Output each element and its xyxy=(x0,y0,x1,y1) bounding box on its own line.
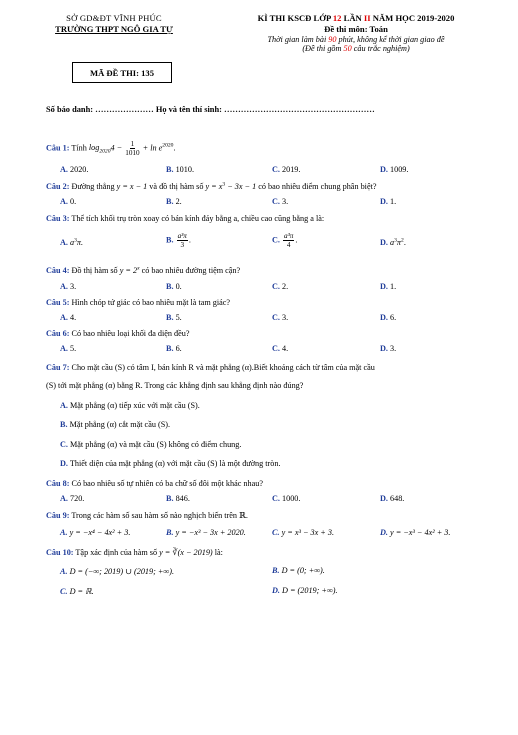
option-letter: D. xyxy=(380,313,388,322)
option-letter: A. xyxy=(60,401,68,410)
question-text: là: xyxy=(212,548,223,557)
exponent: 2020 xyxy=(162,142,174,149)
option-text: y = −x⁴ − 4x² + 3. xyxy=(69,528,131,537)
option-text: 4. xyxy=(282,344,289,353)
option-a[interactable] xyxy=(60,344,76,353)
option-b[interactable] xyxy=(166,313,182,322)
question-math: + ln e xyxy=(140,143,163,153)
count-number: 50 xyxy=(343,44,352,53)
question-text: có bao nhiêu điểm chung phân biệt? xyxy=(256,182,377,191)
question-1: Câu 1: Tính $\log_{2020}4$ − $\frac{1}{1010}$ + $\ln e^{2020}$. xyxy=(46,140,176,157)
fraction-numerator: 1 xyxy=(130,140,135,148)
count-text: câu trắc nghiệm) xyxy=(351,44,410,53)
option-text: y = −x³ − 4x² + 3. xyxy=(390,528,451,537)
option-b[interactable]: B. $\frac{\text{a³π}}{3}$ . xyxy=(166,232,191,249)
question-9 xyxy=(46,510,248,520)
question-text: . xyxy=(173,143,176,153)
question-label: Câu 1: xyxy=(46,143,70,153)
option-c[interactable]: C. $\frac{\text{a³π}}{4}$ . xyxy=(272,232,298,249)
option-letter: B. xyxy=(166,344,174,353)
fraction xyxy=(177,232,188,249)
option-d[interactable] xyxy=(380,494,404,503)
option-letter: A. xyxy=(60,165,68,174)
option-text: 648. xyxy=(390,494,405,503)
exponent: x xyxy=(137,265,140,272)
option-letter: C. xyxy=(60,440,68,449)
option-c[interactable] xyxy=(272,528,334,537)
option-a[interactable] xyxy=(60,494,84,503)
option-math: π. xyxy=(76,238,84,247)
exponent: 2 xyxy=(401,237,404,244)
question-label: Câu 4: xyxy=(46,266,70,275)
question-text: Trong các hàm số sau hàm số nào nghịch biến trên ℝ. xyxy=(69,511,248,520)
fraction xyxy=(125,140,139,157)
option-text: 3. xyxy=(70,282,77,291)
question-7-line-2: (S) tới mặt phẳng (α) bằng R. Trong các khẳng định sau khẳng định nào đúng? xyxy=(46,381,304,390)
option-text: D = ℝ. xyxy=(69,587,94,596)
option-text: Mặt phẳng (α) tiếp xúc với mặt cầu (S). xyxy=(70,401,200,410)
option-b[interactable] xyxy=(166,282,182,291)
option-letter: A. xyxy=(60,567,68,576)
option-a[interactable] xyxy=(60,313,76,322)
option-text: y = −x³ − 3x + 2020. xyxy=(175,528,246,537)
option-letter: A. xyxy=(60,528,68,537)
option-text: 5. xyxy=(70,344,77,353)
question-4 xyxy=(46,266,240,275)
option-letter: B. xyxy=(166,494,174,503)
option-letter: B. xyxy=(166,165,174,174)
option-letter: D. xyxy=(272,586,280,595)
option-letter: D. xyxy=(380,238,388,247)
fraction-denominator: 1010 xyxy=(125,149,140,157)
option-b[interactable] xyxy=(166,165,194,174)
option-text: 0. xyxy=(175,282,182,291)
question-text: Thể tích khối trụ tròn xoay có bán kính đáy bằng a, chiều cao cũng bằng a là: xyxy=(69,214,325,223)
question-10 xyxy=(46,547,223,557)
question-7-line-1 xyxy=(46,363,375,372)
option-text: D = (2019; +∞). xyxy=(282,586,338,595)
option-text: 1000. xyxy=(282,494,301,503)
option-letter: D. xyxy=(380,528,388,537)
option-a[interactable] xyxy=(60,238,83,247)
option-math: a xyxy=(390,238,395,247)
option-c[interactable] xyxy=(272,165,300,174)
option-letter: C. xyxy=(272,528,280,537)
option-text: 3. xyxy=(282,313,289,322)
option-a[interactable] xyxy=(60,401,200,410)
candidate-info-line: Số báo danh: ………………… Họ và tên thí sinh: ……………………………………………… xyxy=(46,105,375,114)
question-text: Đường thẳng xyxy=(69,182,117,191)
question-text: Cho mặt cầu (S) có tâm I, bán kính R và mặt phẳng (α).Biết khoảng cách từ tâm của mặt cầu xyxy=(69,363,375,372)
question-label: Câu 5: xyxy=(46,298,70,307)
question-math: y = x − 1 xyxy=(116,182,148,191)
option-text: 1009. xyxy=(390,165,409,174)
option-letter: B. xyxy=(166,313,174,322)
question-6 xyxy=(46,329,190,338)
option-text: 1. xyxy=(390,197,397,206)
option-d[interactable] xyxy=(60,459,281,468)
exponent: 3 xyxy=(222,181,226,188)
fraction xyxy=(283,232,294,249)
option-letter: A. xyxy=(60,282,68,291)
option-text: 5. xyxy=(175,313,182,322)
option-letter: C. xyxy=(272,282,280,291)
option-text: 3. xyxy=(282,197,289,206)
question-label: Câu 6: xyxy=(46,329,70,338)
option-text: 2020. xyxy=(70,165,89,174)
exam-title xyxy=(222,13,490,23)
option-letter: A. xyxy=(60,494,68,503)
question-2 xyxy=(46,182,377,191)
header-left xyxy=(34,13,194,34)
option-text: D = (−∞; 2019) ∪ (2019; +∞). xyxy=(69,567,175,576)
option-letter: B. xyxy=(166,197,174,206)
option-letter: C. xyxy=(272,197,280,206)
question-text: Tập xác định của hàm số xyxy=(73,548,160,557)
option-text: 2. xyxy=(282,282,289,291)
option-d[interactable] xyxy=(380,197,396,206)
question-label: Câu 8: xyxy=(46,479,70,488)
option-text: 1. xyxy=(390,282,397,291)
question-8 xyxy=(46,479,263,488)
question-5 xyxy=(46,298,230,307)
option-c[interactable] xyxy=(60,440,241,449)
option-math: . xyxy=(403,238,406,247)
option-text: 6. xyxy=(390,313,397,322)
option-letter: A. xyxy=(60,238,68,247)
question-text: Đồ thị hàm số xyxy=(69,266,120,275)
fraction-numerator: a³π xyxy=(177,232,187,240)
option-a[interactable] xyxy=(60,566,174,576)
option-letter: C. xyxy=(272,344,280,353)
option-letter: D. xyxy=(380,344,388,353)
option-a[interactable] xyxy=(60,528,130,537)
option-text: 720. xyxy=(70,494,85,503)
count-text: (Đề thi gồm xyxy=(302,44,344,53)
option-letter: D. xyxy=(380,165,388,174)
option-letter: A. xyxy=(60,313,68,322)
time-text: Thời gian làm bài xyxy=(267,35,329,44)
question-3 xyxy=(46,214,324,223)
option-letter: B. xyxy=(272,566,280,575)
question-label: Câu 10: xyxy=(46,548,74,557)
option-letter: C. xyxy=(272,235,280,245)
question-text: Có bao nhiêu số tự nhiên có ba chữ số đôi một khác nhau? xyxy=(69,479,263,488)
option-c[interactable] xyxy=(272,313,288,322)
option-letter: D. xyxy=(380,197,388,206)
question-math: y = x xyxy=(205,182,223,191)
option-b[interactable] xyxy=(166,197,182,206)
question-math: − 3x − 1 xyxy=(225,182,257,191)
exam-title-round: II xyxy=(363,13,371,23)
subject: Đề thi môn: Toán xyxy=(324,24,388,34)
option-d[interactable] xyxy=(272,586,338,595)
question-text: có bao nhiêu đường tiệm cận? xyxy=(139,266,241,275)
option-letter: B. xyxy=(60,420,68,429)
option-text: Thiết diện của mặt phẳng (α) với mặt cầu (S) là một đường tròn. xyxy=(69,459,281,468)
school-name: TRƯỜNG THPT NGÔ GIA TỰ xyxy=(55,24,173,34)
option-d[interactable] xyxy=(380,238,406,247)
option-b[interactable] xyxy=(272,566,325,575)
option-d[interactable] xyxy=(380,165,408,174)
option-letter: C. xyxy=(272,494,280,503)
exponent: 3 xyxy=(74,237,77,244)
option-text: Mặt phẳng (α) cắt mặt cầu (S). xyxy=(69,420,171,429)
option-d[interactable] xyxy=(380,528,450,537)
question-text: Có bao nhiêu loại khối đa diện đều? xyxy=(69,329,190,338)
option-c[interactable] xyxy=(272,494,300,503)
exam-title-part: NĂM HỌC 2019-2020 xyxy=(370,13,455,23)
fraction-numerator: a³π xyxy=(284,232,294,240)
question-math: y = ∛(x − 2019) xyxy=(159,548,213,557)
option-letter: B. xyxy=(166,282,174,291)
exponent: 3 xyxy=(394,237,397,244)
question-label: Câu 3: xyxy=(46,214,70,223)
question-text: và đồ thị hàm số xyxy=(147,182,206,191)
question-math: 4 − xyxy=(110,143,125,153)
option-text: 846. xyxy=(175,494,190,503)
question-text: Tính xyxy=(69,143,89,153)
option-text: D = (0; +∞). xyxy=(281,566,325,575)
option-text: 2019. xyxy=(282,165,301,174)
question-label: Câu 7: xyxy=(46,363,70,372)
question-math: y = 2 xyxy=(119,266,138,275)
option-text: Mặt phẳng (α) và mặt cầu (S) không có điểm chung. xyxy=(70,440,242,449)
option-letter: C. xyxy=(272,165,280,174)
option-letter: C. xyxy=(272,313,280,322)
option-c[interactable] xyxy=(272,282,288,291)
option-letter: A. xyxy=(60,344,68,353)
option-letter: A. xyxy=(60,197,68,206)
option-math: π xyxy=(396,238,402,247)
option-text: 1010. xyxy=(175,165,194,174)
exam-title-grade: 12 xyxy=(332,13,342,23)
option-c[interactable] xyxy=(272,344,288,353)
option-text: 0. xyxy=(70,197,77,206)
option-math: a xyxy=(70,238,75,247)
time-text: phút, không kể thời gian giao đề xyxy=(336,35,445,44)
option-text: 6. xyxy=(175,344,182,353)
header-right xyxy=(222,13,490,53)
option-c[interactable] xyxy=(60,586,94,596)
option-d[interactable] xyxy=(380,313,396,322)
exam-title-part: LẦN xyxy=(341,13,364,23)
option-letter: D. xyxy=(380,282,388,291)
question-label: Câu 9: xyxy=(46,511,70,520)
option-d[interactable] xyxy=(380,282,396,291)
option-b[interactable] xyxy=(166,494,190,503)
question-text: Hình chóp tứ giác có bao nhiêu mặt là tam giác? xyxy=(69,298,231,307)
exam-title-part: KÌ THI KSCĐ LỚP xyxy=(257,13,333,23)
count-note xyxy=(222,44,490,53)
exam-code-box: MÃ ĐỀ THI: 135 xyxy=(72,62,172,83)
option-letter: B. xyxy=(166,235,174,245)
log-base: 2020 xyxy=(99,149,111,156)
time-note xyxy=(222,35,490,44)
option-text: 2. xyxy=(175,197,182,206)
option-c[interactable] xyxy=(272,197,288,206)
option-letter: D. xyxy=(60,459,68,468)
option-text: y = x³ − 3x + 3. xyxy=(281,528,335,537)
option-b[interactable] xyxy=(166,344,182,353)
option-d[interactable] xyxy=(380,344,396,353)
option-a[interactable] xyxy=(60,282,76,291)
question-label: Câu 2: xyxy=(46,182,70,191)
option-letter: B. xyxy=(166,528,174,537)
department-name: SỞ GD&ĐT VĨNH PHÚC xyxy=(66,13,162,23)
option-letter: C. xyxy=(60,587,68,596)
time-minutes: 90 xyxy=(328,35,337,44)
option-b[interactable] xyxy=(166,528,246,537)
option-b[interactable] xyxy=(60,420,170,429)
option-text: 4. xyxy=(70,313,77,322)
option-a[interactable] xyxy=(60,197,76,206)
option-text: 3. xyxy=(390,344,397,353)
fraction-denominator: 3 xyxy=(180,241,185,249)
option-letter: D. xyxy=(380,494,388,503)
fraction-denominator: 4 xyxy=(286,241,291,249)
option-a[interactable] xyxy=(60,165,88,174)
